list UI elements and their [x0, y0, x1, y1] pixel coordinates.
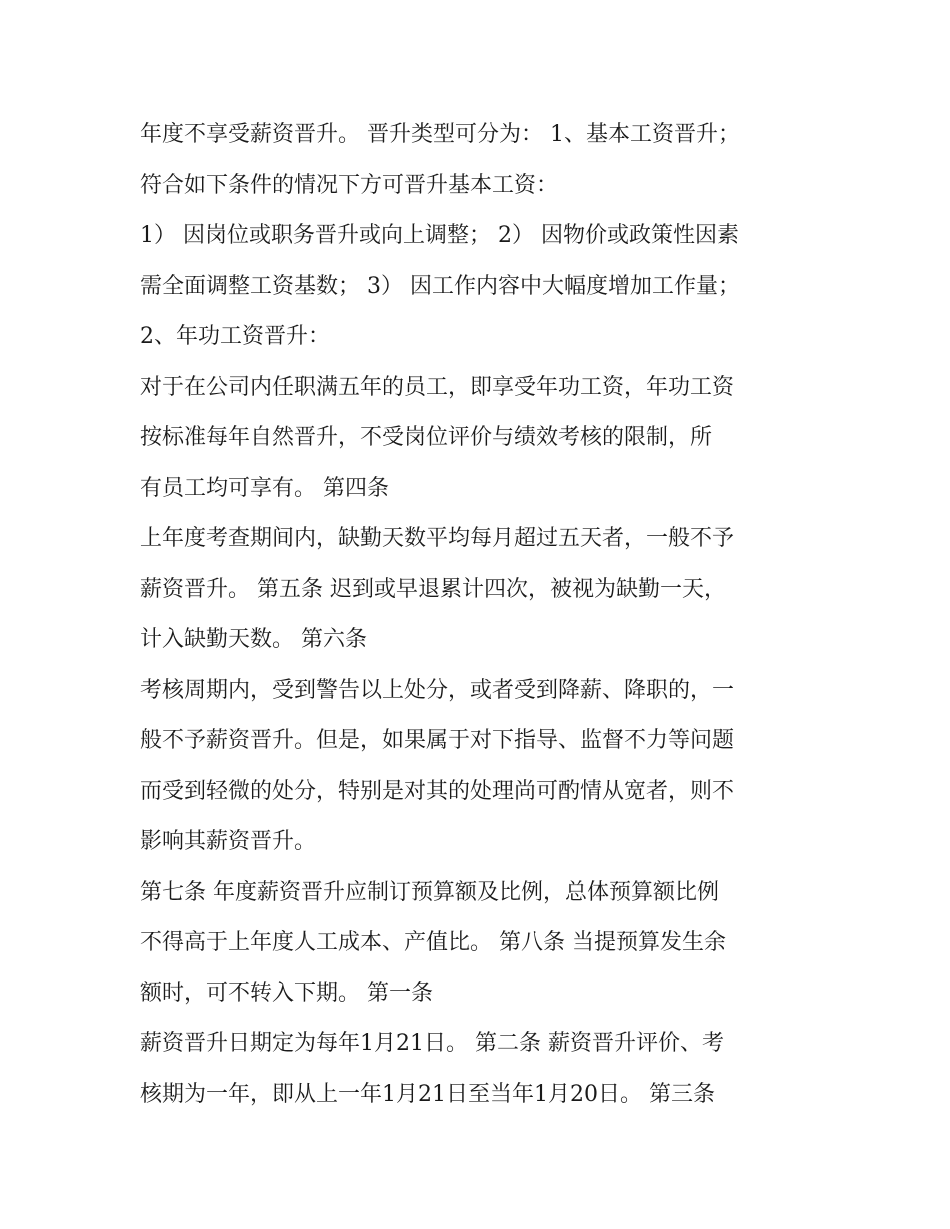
text-line: 按标准每年自然晋升，不受岗位评价与绩效考核的限制，所 [140, 425, 713, 450]
text-line: 对于在公司内任职满五年的员工，即享受年功工资，年功工资 [140, 374, 735, 400]
text-line: 而受到轻微的处分，特别是对其的处理尚可酌情从宽者，则不 [140, 778, 735, 804]
text-line: 符合如下条件的情况下方可晋升基本工资： [140, 172, 559, 198]
text-line: 有员工均可享有。 第四条 [140, 475, 389, 501]
text-line: 薪资晋升。 第五条 迟到或早退累计四次，被视为缺勤一天， [140, 576, 726, 602]
text-line: 计入缺勤天数。 第六条 [140, 627, 367, 652]
text-line: 不得高于上年度人工成本、产值比。 第八条 当提预算发生余 [140, 930, 726, 955]
text-line: 需全面调整工资基数； 3） 因工作内容中大幅度增加工作量； [140, 273, 740, 299]
text-line: 1） 因岗位或职务晋升或向上调整； 2） 因物价或政策性因素 [140, 223, 739, 248]
text-line: 般不予薪资晋升。但是，如果属于对下指导、监督不力等问题 [140, 728, 735, 753]
text-line: 影响其薪资晋升。 [140, 829, 317, 854]
text-line: 年度不享受薪资晋升。 晋升类型可分为： 1、基本工资晋升； [140, 122, 740, 147]
text-line: 上年度考查期间内，缺勤天数平均每月超过五天者，一般不予 [140, 526, 735, 551]
text-line: 第七条 年度薪资晋升应制订预算额及比例，总体预算额比例 [140, 879, 719, 905]
text-line: 考核周期内，受到警告以上处分，或者受到降薪、降职的，一 [140, 677, 735, 703]
text-line: 2、年功工资晋升： [140, 324, 330, 349]
document-body [140, 110, 820, 1120]
text-line: 核期为一年，即从上一年1月21日至当年1月20日。 第三条 [140, 1081, 715, 1107]
text-line: 薪资晋升日期定为每年1月21日。 第二条 薪资晋升评价、考 [140, 1031, 724, 1056]
text-line: 额时，可不转入下期。 第一条 [140, 980, 433, 1006]
